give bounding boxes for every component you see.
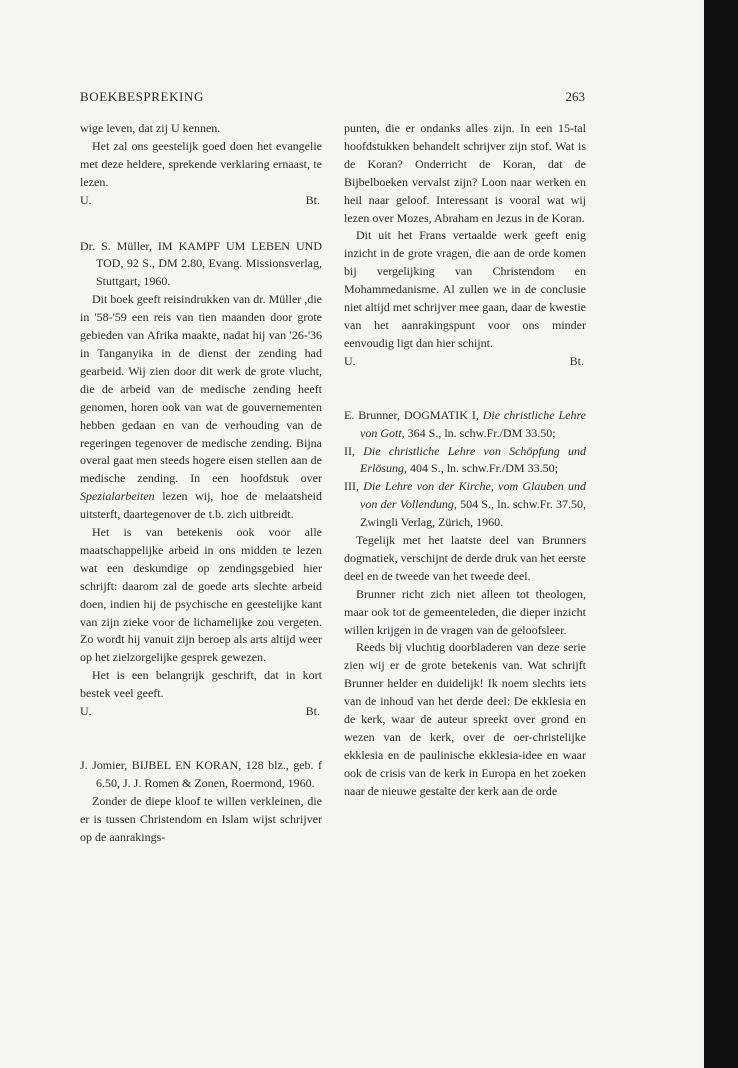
running-title: BOEKBESPREKING xyxy=(80,89,204,104)
book-citation: J. Jomier, BIJBEL EN KORAN, 128 blz., geb. f 6.50, J. J. Romen & Zonen, Roermond, 1960. xyxy=(80,758,322,790)
paragraph: Zonder de diepe kloof te willen verkleinen, die er is tussen Christendom en Islam wijst schrijver op de aanrakings- xyxy=(80,793,322,844)
paragraph: Dit uit het Frans vertaalde werk geeft enig inzicht in de grote vragen, die aan de orde komen bij vergelijking van Christendom en Mohammedanisme. Al zullen we in de conclusie niet altijd met schrijver mee gaan, daar de kwestie van het aanrakingspunt voor ons minder eenvoudig ligt dan hier schijnt. xyxy=(344,228,586,350)
paragraph: Het is een belangrijk geschrift, dat in kort bestek veel geeft. xyxy=(80,668,322,701)
signature-right: Bt. xyxy=(305,704,320,719)
signature-left: U. xyxy=(344,353,356,368)
signature-left: U. xyxy=(80,704,92,719)
right-column xyxy=(344,120,586,801)
signature-right: Bt. xyxy=(305,192,320,207)
signature-right: Bt. xyxy=(569,353,584,368)
paragraph: Dit boek geeft reisindrukken van dr. Müller ,die in '58-'59 een reis van tien maanden door grote gebieden van Afrika maakte, nadat hij van '26-'36 in Tanganyika in de dienst der zending had gearbeid. Wij zien door dit werk de grote vlucht, die de arbeid van de medische zending heeft genomen, horen ook van wat de gouvernementen hebben gedaan en van de verhouding van de regeringen tegenover de medische zending. Bijna overal gaat men steeds hogere eisen stellen aan de medische zending. In een hoofdstuk over Spezialarbeiten lezen wij, hoe de melaatsheid uitsterft, daartegenover de t.b. zich uitbreidt. xyxy=(80,292,322,522)
book-citation: E. Brunner, DOGMATIK I, Die christliche Lehre von Gott, 364 S., ln. schw.Fr./DM 33.50; xyxy=(344,407,586,440)
book-citation: II, Die christliche Lehre von Schöpfung und Erlösung, 404 S., ln. schw.Fr./DM 33.50; xyxy=(344,443,586,476)
paragraph: punten, die er ondanks alles zijn. In een 15-tal hoofdstukken behandelt schrijver zijn stof. Wat is de Koran? Onderricht de Koran, dat de Bijbelboeken vervalst zijn? Loon naar werken en heil naar geloof. Interessant is vooral wat wij lezen over Mozes, Abraham en Jezus in de Koran. xyxy=(344,121,586,225)
signature-left: U. xyxy=(80,192,92,207)
paragraph: Het is van betekenis ook voor alle maatschappelijke arbeid in ons midden te lezen wat een deskundige op zendingsgebied hier schrijft: daarom zal de goede arts slechte arbeid doen, indien hij de psychische en geestelijke kant van zijn zieke voor de lichamelijke zou vergeten. Zo wordt hij vanuit zijn beroep als arts altijd weer op het zielzorgelijke gesprek gewezen. xyxy=(80,525,322,665)
scan-edge-border xyxy=(704,0,738,1068)
paragraph: Reeds bij vluchtig doorbladeren van deze serie zien wij er de grote betekenis van. Wat schrijft Brunner helder en duidelijk! Ik noem slechts iets van de inhoud van het derde deel: De ekklesia en de kerk, waar de auteur spreekt over grond en wezen van de kerk, over de oer-christelijke ekklesia en de paulinische ekklesia-idee en waar ook de crisis van de kerk in Europa en het zoeken naar de nieuwe gestalte der kerk aan de orde xyxy=(344,640,586,798)
book-citation: Dr. S. Müller, IM KAMPF UM LEBEN UND TOD, 92 S., DM 2.80, Evang. Missionsverlag, Stuttgart, 1960. xyxy=(80,238,322,289)
paragraph: wige leven, dat zij U kennen. xyxy=(80,121,221,135)
left-column xyxy=(80,120,322,847)
review-signature xyxy=(80,703,322,721)
review-signature xyxy=(80,192,322,210)
paragraph: Het zal ons geestelijk goed doen het evangelie met deze heldere, sprekende verklaring ernaast, te lezen. xyxy=(80,138,322,189)
page-number: 263 xyxy=(565,89,585,104)
page-header xyxy=(80,89,585,109)
book-citation: III, Die Lehre von der Kirche, vom Glauben und von der Vollendung, 504 S., ln. schw.Fr. 37.50, Zwingli Verlag, Zürich, 1960. xyxy=(344,479,587,530)
review-signature xyxy=(344,353,586,371)
paragraph: Brunner richt zich niet alleen tot theologen, maar ook tot de gemeenteleden, die dieper inzicht willen krijgen in de vragen van de geloofsleer. xyxy=(344,586,586,637)
paragraph: Tegelijk met het laatste deel van Brunners dogmatiek, verschijnt de derde druk van het eerste deel en de tweede van het tweede deel. xyxy=(344,533,586,583)
